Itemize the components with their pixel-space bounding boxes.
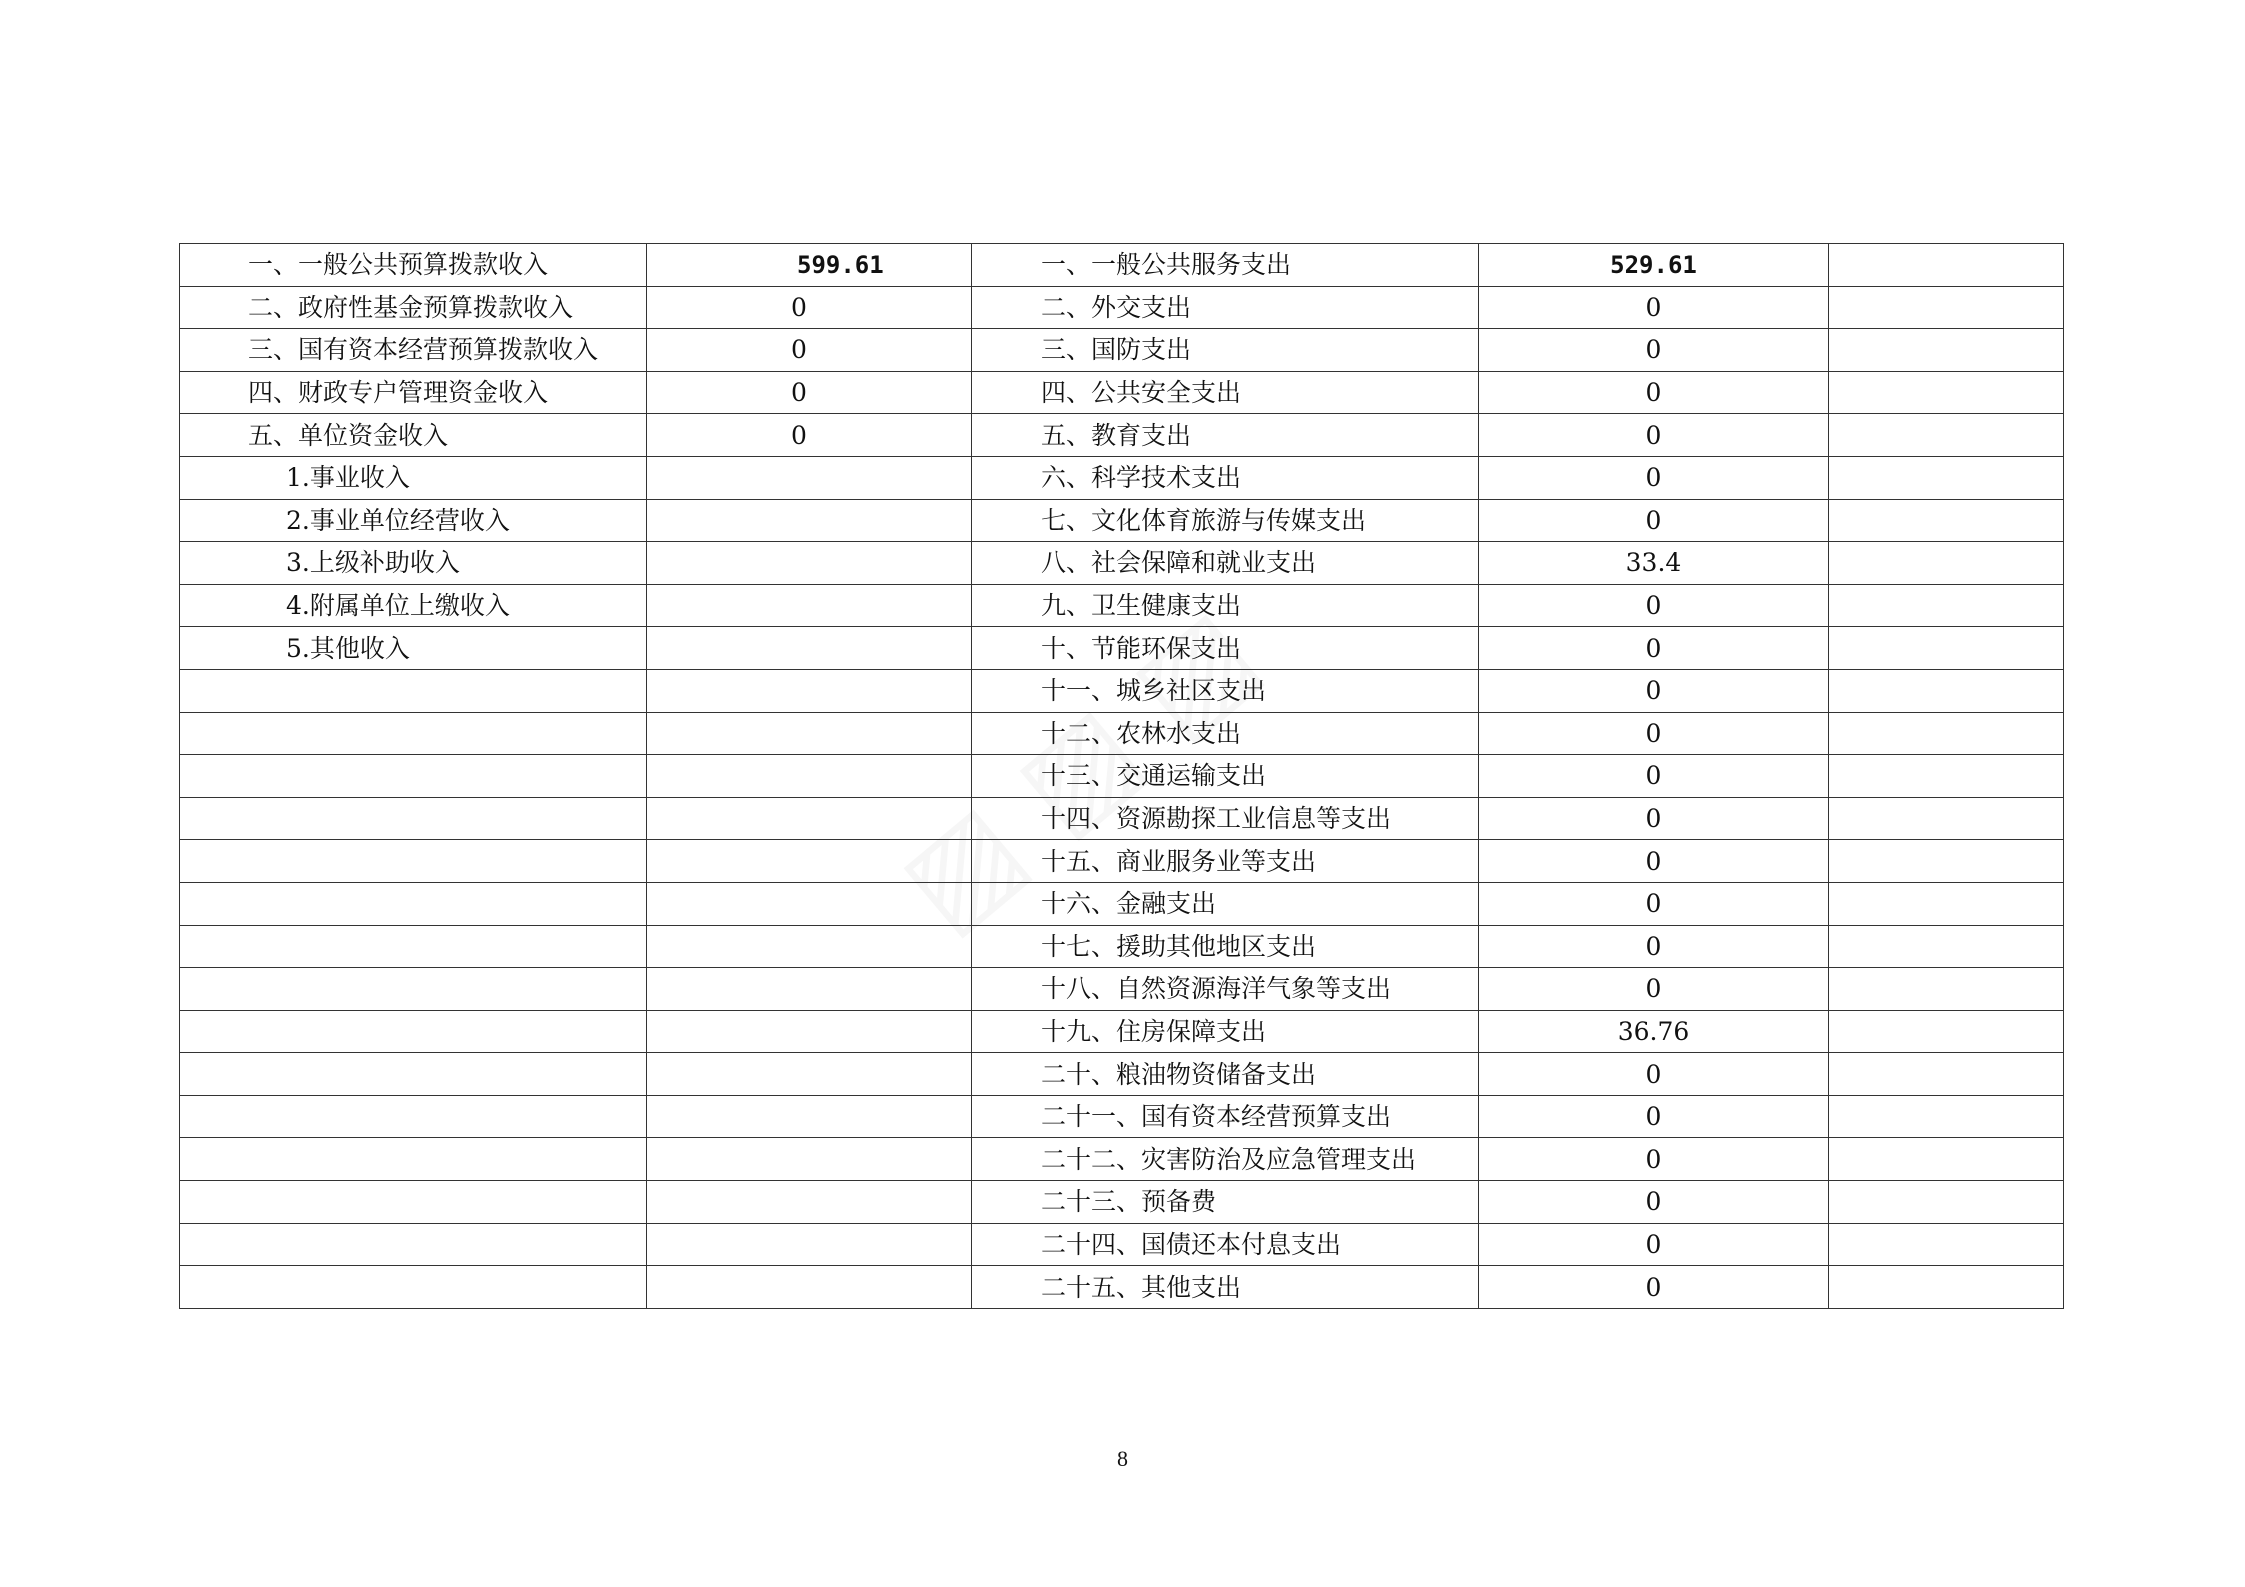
- table-row: [180, 882, 2064, 925]
- expenditure-item-label: 十九、住房保障支出: [972, 1010, 1479, 1053]
- expenditure-item-amount: 0: [1479, 669, 1829, 712]
- expenditure-item-amount: 0: [1479, 1266, 1829, 1309]
- income-item-label: [180, 925, 647, 968]
- extra-empty-cell: [1829, 797, 2064, 840]
- income-item-amount: 0: [647, 414, 972, 457]
- expenditure-item-label: 二十三、预备费: [972, 1181, 1479, 1224]
- income-item-amount: [647, 1266, 972, 1309]
- extra-empty-cell: [1829, 968, 2064, 1011]
- extra-empty-cell: [1829, 1095, 2064, 1138]
- expenditure-item-label: 七、文化体育旅游与传媒支出: [972, 499, 1479, 542]
- extra-empty-cell: [1829, 755, 2064, 798]
- income-item-amount: 0: [647, 371, 972, 414]
- table-row: [180, 1223, 2064, 1266]
- expenditure-item-amount: 0: [1479, 712, 1829, 755]
- income-item-label: 5.其他收入: [180, 627, 647, 670]
- income-item-amount: [647, 882, 972, 925]
- extra-empty-cell: [1829, 584, 2064, 627]
- page-number: 8: [1117, 1446, 1128, 1471]
- income-item-label: 一、一般公共预算拨款收入: [180, 244, 647, 287]
- extra-empty-cell: [1829, 627, 2064, 670]
- table-row: [180, 1138, 2064, 1181]
- budget-table-body: [180, 244, 2064, 1309]
- income-item-label: [180, 1181, 647, 1224]
- table-row: [180, 329, 2064, 372]
- income-item-amount: [647, 1138, 972, 1181]
- expenditure-item-amount: 0: [1479, 755, 1829, 798]
- table-row: [180, 286, 2064, 329]
- income-item-label: [180, 882, 647, 925]
- expenditure-item-amount: 0: [1479, 882, 1829, 925]
- expenditure-item-label: 三、国防支出: [972, 329, 1479, 372]
- income-item-amount: [647, 584, 972, 627]
- extra-empty-cell: [1829, 286, 2064, 329]
- expenditure-item-label: 二十、粮油物资储备支出: [972, 1053, 1479, 1096]
- expenditure-item-label: 十四、资源勘探工业信息等支出: [972, 797, 1479, 840]
- income-item-amount: [647, 840, 972, 883]
- extra-empty-cell: [1829, 414, 2064, 457]
- expenditure-item-amount: 0: [1479, 840, 1829, 883]
- income-item-label: 4.附属单位上缴收入: [180, 584, 647, 627]
- income-item-label: [180, 1095, 647, 1138]
- income-item-label: 五、单位资金收入: [180, 414, 647, 457]
- income-item-amount: [647, 968, 972, 1011]
- income-item-label: [180, 797, 647, 840]
- expenditure-item-amount: 0: [1479, 968, 1829, 1011]
- expenditure-item-label: 四、公共安全支出: [972, 371, 1479, 414]
- income-item-amount: [647, 1010, 972, 1053]
- extra-empty-cell: [1829, 712, 2064, 755]
- extra-empty-cell: [1829, 371, 2064, 414]
- expenditure-item-amount: 36.76: [1479, 1010, 1829, 1053]
- expenditure-item-amount: 529.61: [1479, 244, 1829, 287]
- budget-table: [179, 243, 2064, 1309]
- table-row: [180, 755, 2064, 798]
- table-row: [180, 1053, 2064, 1096]
- extra-empty-cell: [1829, 499, 2064, 542]
- expenditure-item-label: 十、节能环保支出: [972, 627, 1479, 670]
- expenditure-item-label: 二、外交支出: [972, 286, 1479, 329]
- table-row: [180, 584, 2064, 627]
- income-item-label: [180, 669, 647, 712]
- table-row: [180, 840, 2064, 883]
- income-item-amount: [647, 669, 972, 712]
- income-item-label: [180, 755, 647, 798]
- expenditure-item-label: 十六、金融支出: [972, 882, 1479, 925]
- expenditure-item-label: 二十一、国有资本经营预算支出: [972, 1095, 1479, 1138]
- table-row: [180, 627, 2064, 670]
- income-item-label: [180, 1138, 647, 1181]
- table-row: [180, 1095, 2064, 1138]
- expenditure-item-amount: 0: [1479, 329, 1829, 372]
- income-item-amount: [647, 1053, 972, 1096]
- extra-empty-cell: [1829, 244, 2064, 287]
- expenditure-item-amount: 0: [1479, 1095, 1829, 1138]
- expenditure-item-label: 十三、交通运输支出: [972, 755, 1479, 798]
- income-item-amount: 599.61: [647, 244, 972, 287]
- table-row: [180, 456, 2064, 499]
- income-item-label: 三、国有资本经营预算拨款收入: [180, 329, 647, 372]
- extra-empty-cell: [1829, 840, 2064, 883]
- extra-empty-cell: [1829, 1138, 2064, 1181]
- table-row: [180, 499, 2064, 542]
- income-item-amount: [647, 797, 972, 840]
- table-row: [180, 414, 2064, 457]
- expenditure-item-label: 六、科学技术支出: [972, 456, 1479, 499]
- expenditure-item-label: 十七、援助其他地区支出: [972, 925, 1479, 968]
- table-row: [180, 1266, 2064, 1309]
- expenditure-item-amount: 0: [1479, 925, 1829, 968]
- expenditure-item-label: 十二、农林水支出: [972, 712, 1479, 755]
- expenditure-item-label: 二十五、其他支出: [972, 1266, 1479, 1309]
- expenditure-item-label: 十一、城乡社区支出: [972, 669, 1479, 712]
- expenditure-item-amount: 0: [1479, 797, 1829, 840]
- expenditure-item-label: 二十二、灾害防治及应急管理支出: [972, 1138, 1479, 1181]
- expenditure-item-amount: 0: [1479, 1053, 1829, 1096]
- extra-empty-cell: [1829, 1053, 2064, 1096]
- expenditure-item-amount: 0: [1479, 456, 1829, 499]
- income-item-label: 2.事业单位经营收入: [180, 499, 647, 542]
- income-item-label: 3.上级补助收入: [180, 542, 647, 585]
- expenditure-item-label: 一、一般公共服务支出: [972, 244, 1479, 287]
- income-item-label: [180, 840, 647, 883]
- extra-empty-cell: [1829, 1010, 2064, 1053]
- income-item-amount: [647, 1181, 972, 1224]
- income-item-amount: [647, 627, 972, 670]
- expenditure-item-amount: 0: [1479, 1181, 1829, 1224]
- income-item-label: [180, 712, 647, 755]
- table-row: [180, 371, 2064, 414]
- expenditure-item-label: 八、社会保障和就业支出: [972, 542, 1479, 585]
- expenditure-item-amount: 0: [1479, 499, 1829, 542]
- extra-empty-cell: [1829, 456, 2064, 499]
- expenditure-item-amount: 0: [1479, 371, 1829, 414]
- income-item-amount: 0: [647, 329, 972, 372]
- income-item-label: [180, 1053, 647, 1096]
- extra-empty-cell: [1829, 329, 2064, 372]
- table-row: [180, 669, 2064, 712]
- expenditure-item-amount: 33.4: [1479, 542, 1829, 585]
- table-row: [180, 925, 2064, 968]
- income-item-amount: [647, 712, 972, 755]
- table-row: [180, 712, 2064, 755]
- table-row: [180, 244, 2064, 287]
- income-item-label: [180, 1266, 647, 1309]
- income-item-label: [180, 1223, 647, 1266]
- income-item-amount: [647, 499, 972, 542]
- expenditure-item-amount: 0: [1479, 627, 1829, 670]
- table-row: [180, 542, 2064, 585]
- income-item-amount: 0: [647, 286, 972, 329]
- income-item-amount: [647, 925, 972, 968]
- extra-empty-cell: [1829, 542, 2064, 585]
- extra-empty-cell: [1829, 1223, 2064, 1266]
- expenditure-item-amount: 0: [1479, 1223, 1829, 1266]
- income-item-amount: [647, 456, 972, 499]
- income-item-label: 二、政府性基金预算拨款收入: [180, 286, 647, 329]
- expenditure-item-label: 九、卫生健康支出: [972, 584, 1479, 627]
- expenditure-item-label: 二十四、国债还本付息支出: [972, 1223, 1479, 1266]
- extra-empty-cell: [1829, 669, 2064, 712]
- income-item-amount: [647, 1223, 972, 1266]
- table-row: [180, 797, 2064, 840]
- extra-empty-cell: [1829, 925, 2064, 968]
- income-item-label: [180, 968, 647, 1011]
- expenditure-item-amount: 0: [1479, 584, 1829, 627]
- expenditure-item-amount: 0: [1479, 286, 1829, 329]
- table-row: [180, 1010, 2064, 1053]
- extra-empty-cell: [1829, 1266, 2064, 1309]
- extra-empty-cell: [1829, 882, 2064, 925]
- income-item-label: 四、财政专户管理资金收入: [180, 371, 647, 414]
- extra-empty-cell: [1829, 1181, 2064, 1224]
- income-item-label: [180, 1010, 647, 1053]
- table-row: [180, 968, 2064, 1011]
- expenditure-item-label: 十八、自然资源海洋气象等支出: [972, 968, 1479, 1011]
- expenditure-item-amount: 0: [1479, 1138, 1829, 1181]
- income-item-amount: [647, 755, 972, 798]
- income-item-amount: [647, 542, 972, 585]
- expenditure-item-amount: 0: [1479, 414, 1829, 457]
- income-item-label: 1.事业收入: [180, 456, 647, 499]
- income-item-amount: [647, 1095, 972, 1138]
- expenditure-item-label: 五、教育支出: [972, 414, 1479, 457]
- table-row: [180, 1181, 2064, 1224]
- expenditure-item-label: 十五、商业服务业等支出: [972, 840, 1479, 883]
